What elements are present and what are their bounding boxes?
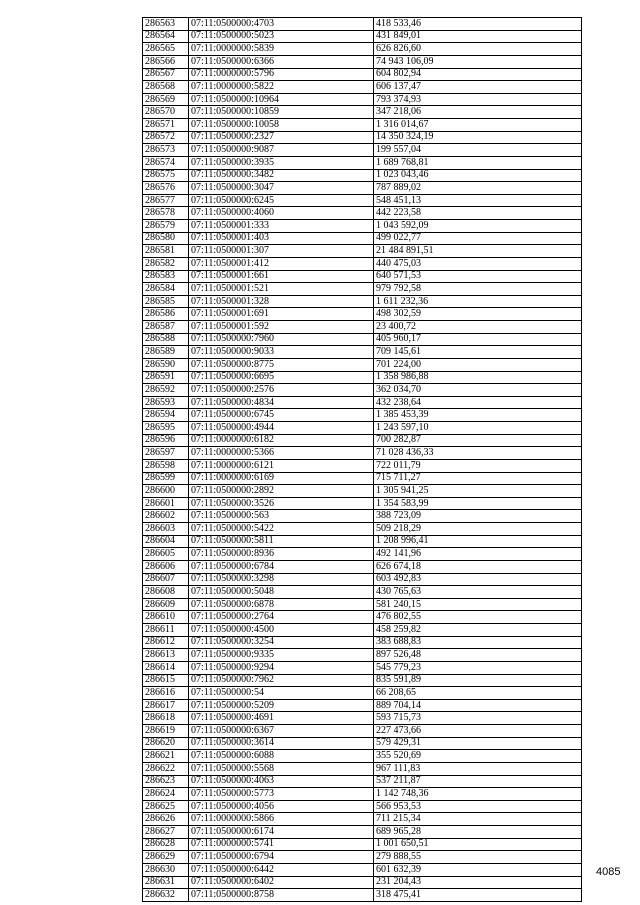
value-cell: 1 142 748,36 xyxy=(374,788,582,801)
value-cell: 626 826,60 xyxy=(374,43,582,56)
table-row xyxy=(143,624,582,637)
row-number-cell: 286569 xyxy=(143,93,189,106)
value-cell: 440 475,03 xyxy=(374,257,582,270)
row-number-cell: 286607 xyxy=(143,573,189,586)
cadastral-number-cell: 07:11:0000000:5839 xyxy=(189,43,374,56)
row-number-cell: 286616 xyxy=(143,687,189,700)
cadastral-number-cell: 07:11:0500000:6366 xyxy=(189,55,374,68)
cadastral-number-cell: 07:11:0500000:6402 xyxy=(189,876,374,889)
row-number-cell: 286577 xyxy=(143,194,189,207)
table-row xyxy=(143,55,582,68)
row-number-cell: 286583 xyxy=(143,270,189,283)
row-number-cell: 286611 xyxy=(143,624,189,637)
row-number-cell: 286610 xyxy=(143,611,189,624)
table-row xyxy=(143,81,582,94)
row-number-cell: 286632 xyxy=(143,889,189,902)
row-number-cell: 286608 xyxy=(143,586,189,599)
table-row xyxy=(143,497,582,510)
value-cell: 1 043 592,09 xyxy=(374,220,582,233)
table-row xyxy=(143,295,582,308)
cadastral-number-cell: 07:11:0500000:4060 xyxy=(189,207,374,220)
row-number-cell: 286599 xyxy=(143,472,189,485)
value-cell: 74 943 106,09 xyxy=(374,55,582,68)
table-row xyxy=(143,144,582,157)
cadastral-number-cell: 07:11:0500000:6088 xyxy=(189,750,374,763)
row-number-cell: 286622 xyxy=(143,762,189,775)
table-row xyxy=(143,611,582,624)
value-cell: 1 001 650,51 xyxy=(374,838,582,851)
table-row xyxy=(143,750,582,763)
cadastral-number-cell: 07:11:0000000:5866 xyxy=(189,813,374,826)
value-cell: 66 208,65 xyxy=(374,687,582,700)
value-cell: 967 111,83 xyxy=(374,762,582,775)
cadastral-number-cell: 07:11:0500000:4691 xyxy=(189,712,374,725)
value-cell: 1 243 597,10 xyxy=(374,422,582,435)
cadastral-number-cell: 07:11:0500000:9087 xyxy=(189,144,374,157)
row-number-cell: 286623 xyxy=(143,775,189,788)
table-row xyxy=(143,485,582,498)
cadastral-number-cell: 07:11:0500000:6367 xyxy=(189,725,374,738)
value-cell: 1 689 768,81 xyxy=(374,156,582,169)
value-cell: 1 354 583,99 xyxy=(374,497,582,510)
value-cell: 71 028 436,33 xyxy=(374,447,582,460)
value-cell: 362 034,70 xyxy=(374,384,582,397)
row-number-cell: 286579 xyxy=(143,220,189,233)
row-number-cell: 286591 xyxy=(143,371,189,384)
value-cell: 537 211,87 xyxy=(374,775,582,788)
value-cell: 231 204,43 xyxy=(374,876,582,889)
row-number-cell: 286563 xyxy=(143,18,189,31)
row-number-cell: 286619 xyxy=(143,725,189,738)
cadastral-number-cell: 07:11:0500000:9294 xyxy=(189,661,374,674)
cadastral-number-cell: 07:11:0500000:8936 xyxy=(189,548,374,561)
value-cell: 279 888,55 xyxy=(374,851,582,864)
table-row xyxy=(143,598,582,611)
cadastral-number-cell: 07:11:0500001:333 xyxy=(189,220,374,233)
cadastral-number-cell: 07:11:0500000:3526 xyxy=(189,497,374,510)
row-number-cell: 286580 xyxy=(143,232,189,245)
row-number-cell: 286624 xyxy=(143,788,189,801)
table-row xyxy=(143,889,582,902)
cadastral-value-table xyxy=(142,17,582,902)
table-row xyxy=(143,119,582,132)
cadastral-number-cell: 07:11:0500000:10058 xyxy=(189,119,374,132)
value-cell: 722 011,79 xyxy=(374,459,582,472)
row-number-cell: 286620 xyxy=(143,737,189,750)
value-cell: 593 715,73 xyxy=(374,712,582,725)
table-row xyxy=(143,194,582,207)
cadastral-number-cell: 07:11:0500000:3482 xyxy=(189,169,374,182)
value-cell: 476 802,55 xyxy=(374,611,582,624)
table-row xyxy=(143,270,582,283)
table-row xyxy=(143,800,582,813)
cadastral-number-cell: 07:11:0500000:6794 xyxy=(189,851,374,864)
cadastral-number-cell: 07:11:0500000:5422 xyxy=(189,523,374,536)
row-number-cell: 286613 xyxy=(143,649,189,662)
row-number-cell: 286600 xyxy=(143,485,189,498)
cadastral-number-cell: 07:11:0500000:2764 xyxy=(189,611,374,624)
table-row xyxy=(143,43,582,56)
value-cell: 498 302,59 xyxy=(374,308,582,321)
cadastral-number-cell: 07:11:0500000:3614 xyxy=(189,737,374,750)
row-number-cell: 286590 xyxy=(143,358,189,371)
table-row xyxy=(143,434,582,447)
table-row xyxy=(143,384,582,397)
cadastral-number-cell: 07:11:0500001:592 xyxy=(189,321,374,334)
row-number-cell: 286595 xyxy=(143,422,189,435)
table-row xyxy=(143,788,582,801)
table-row xyxy=(143,699,582,712)
row-number-cell: 286596 xyxy=(143,434,189,447)
row-number-cell: 286609 xyxy=(143,598,189,611)
value-cell: 897 526,48 xyxy=(374,649,582,662)
row-number-cell: 286572 xyxy=(143,131,189,144)
cadastral-number-cell: 07:11:0500001:412 xyxy=(189,257,374,270)
row-number-cell: 286617 xyxy=(143,699,189,712)
table-row xyxy=(143,510,582,523)
cadastral-number-cell: 07:11:0500000:6784 xyxy=(189,560,374,573)
value-cell: 979 792,58 xyxy=(374,283,582,296)
row-number-cell: 286573 xyxy=(143,144,189,157)
cadastral-number-cell: 07:11:0500000:10964 xyxy=(189,93,374,106)
page-number: 4085 xyxy=(596,866,621,878)
table-row xyxy=(143,826,582,839)
value-cell: 579 429,31 xyxy=(374,737,582,750)
table-row xyxy=(143,207,582,220)
cadastral-number-cell: 07:11:0500000:5811 xyxy=(189,535,374,548)
table-row xyxy=(143,813,582,826)
cadastral-number-cell: 07:11:0500000:6878 xyxy=(189,598,374,611)
value-cell: 548 451,13 xyxy=(374,194,582,207)
row-number-cell: 286586 xyxy=(143,308,189,321)
table-row xyxy=(143,30,582,43)
cadastral-number-cell: 07:11:0500000:6442 xyxy=(189,863,374,876)
cadastral-number-cell: 07:11:0500000:6174 xyxy=(189,826,374,839)
row-number-cell: 286594 xyxy=(143,409,189,422)
table-row xyxy=(143,18,582,31)
cadastral-number-cell: 07:11:0500000:3935 xyxy=(189,156,374,169)
value-cell: 545 779,23 xyxy=(374,661,582,674)
row-number-cell: 286592 xyxy=(143,384,189,397)
row-number-cell: 286627 xyxy=(143,826,189,839)
value-cell: 835 591,89 xyxy=(374,674,582,687)
cadastral-number-cell: 07:11:0500000:4063 xyxy=(189,775,374,788)
cadastral-number-cell: 07:11:0000000:6182 xyxy=(189,434,374,447)
value-cell: 405 960,17 xyxy=(374,333,582,346)
row-number-cell: 286604 xyxy=(143,535,189,548)
cadastral-number-cell: 07:11:0500001:403 xyxy=(189,232,374,245)
value-cell: 711 215,34 xyxy=(374,813,582,826)
table-row xyxy=(143,661,582,674)
table-row xyxy=(143,220,582,233)
value-cell: 1 358 986,88 xyxy=(374,371,582,384)
row-number-cell: 286603 xyxy=(143,523,189,536)
table-row xyxy=(143,863,582,876)
value-cell: 418 533,46 xyxy=(374,18,582,31)
value-cell: 388 723,09 xyxy=(374,510,582,523)
table-row xyxy=(143,838,582,851)
table-row xyxy=(143,636,582,649)
table-row xyxy=(143,358,582,371)
table-row xyxy=(143,106,582,119)
row-number-cell: 286581 xyxy=(143,245,189,258)
cadastral-number-cell: 07:11:0500000:3298 xyxy=(189,573,374,586)
value-cell: 787 889,02 xyxy=(374,182,582,195)
row-number-cell: 286615 xyxy=(143,674,189,687)
row-number-cell: 286628 xyxy=(143,838,189,851)
cadastral-number-cell: 07:11:0500000:6695 xyxy=(189,371,374,384)
cadastral-number-cell: 07:11:0500000:54 xyxy=(189,687,374,700)
value-cell: 606 137,47 xyxy=(374,81,582,94)
table-row xyxy=(143,737,582,750)
table-row xyxy=(143,472,582,485)
cadastral-number-cell: 07:11:0000000:5366 xyxy=(189,447,374,460)
table-body xyxy=(143,18,582,902)
row-number-cell: 286605 xyxy=(143,548,189,561)
value-cell: 689 965,28 xyxy=(374,826,582,839)
row-number-cell: 286612 xyxy=(143,636,189,649)
row-number-cell: 286597 xyxy=(143,447,189,460)
table-row xyxy=(143,422,582,435)
cadastral-number-cell: 07:11:0500001:691 xyxy=(189,308,374,321)
row-number-cell: 286578 xyxy=(143,207,189,220)
value-cell: 709 145,61 xyxy=(374,346,582,359)
cadastral-number-cell: 07:11:0000000:6169 xyxy=(189,472,374,485)
row-number-cell: 286584 xyxy=(143,283,189,296)
value-cell: 347 218,06 xyxy=(374,106,582,119)
row-number-cell: 286626 xyxy=(143,813,189,826)
value-cell: 509 218,29 xyxy=(374,523,582,536)
cadastral-number-cell: 07:11:0500000:2327 xyxy=(189,131,374,144)
table-row xyxy=(143,649,582,662)
cadastral-number-cell: 07:11:0500001:521 xyxy=(189,283,374,296)
value-cell: 1 023 043,46 xyxy=(374,169,582,182)
cadastral-number-cell: 07:11:0000000:6121 xyxy=(189,459,374,472)
cadastral-number-cell: 07:11:0500000:5209 xyxy=(189,699,374,712)
cadastral-number-cell: 07:11:0500000:4944 xyxy=(189,422,374,435)
row-number-cell: 286566 xyxy=(143,55,189,68)
table-row xyxy=(143,131,582,144)
row-number-cell: 286570 xyxy=(143,106,189,119)
row-number-cell: 286614 xyxy=(143,661,189,674)
cadastral-number-cell: 07:11:0500000:3047 xyxy=(189,182,374,195)
value-cell: 458 259,82 xyxy=(374,624,582,637)
row-number-cell: 286574 xyxy=(143,156,189,169)
document-page xyxy=(142,17,581,902)
table-row xyxy=(143,396,582,409)
table-row xyxy=(143,560,582,573)
cadastral-number-cell: 07:11:0500000:5023 xyxy=(189,30,374,43)
row-number-cell: 286575 xyxy=(143,169,189,182)
table-row xyxy=(143,535,582,548)
table-row xyxy=(143,775,582,788)
cadastral-number-cell: 07:11:0500000:8775 xyxy=(189,358,374,371)
value-cell: 430 765,63 xyxy=(374,586,582,599)
row-number-cell: 286601 xyxy=(143,497,189,510)
value-cell: 227 473,66 xyxy=(374,725,582,738)
row-number-cell: 286582 xyxy=(143,257,189,270)
cadastral-number-cell: 07:11:0500000:4703 xyxy=(189,18,374,31)
table-row xyxy=(143,573,582,586)
table-row xyxy=(143,245,582,258)
cadastral-number-cell: 07:11:0500000:9033 xyxy=(189,346,374,359)
row-number-cell: 286589 xyxy=(143,346,189,359)
value-cell: 1 305 941,25 xyxy=(374,485,582,498)
row-number-cell: 286602 xyxy=(143,510,189,523)
value-cell: 432 238,64 xyxy=(374,396,582,409)
table-row xyxy=(143,762,582,775)
value-cell: 889 704,14 xyxy=(374,699,582,712)
cadastral-number-cell: 07:11:0000000:5822 xyxy=(189,81,374,94)
table-row xyxy=(143,687,582,700)
cadastral-number-cell: 07:11:0500000:6745 xyxy=(189,409,374,422)
value-cell: 14 350 324,19 xyxy=(374,131,582,144)
row-number-cell: 286621 xyxy=(143,750,189,763)
table-row xyxy=(143,523,582,536)
value-cell: 701 224,00 xyxy=(374,358,582,371)
table-row xyxy=(143,548,582,561)
table-row xyxy=(143,308,582,321)
table-row xyxy=(143,68,582,81)
value-cell: 566 953,53 xyxy=(374,800,582,813)
row-number-cell: 286629 xyxy=(143,851,189,864)
value-cell: 431 849,01 xyxy=(374,30,582,43)
value-cell: 604 802,94 xyxy=(374,68,582,81)
table-row xyxy=(143,876,582,889)
value-cell: 715 711,27 xyxy=(374,472,582,485)
value-cell: 640 571,53 xyxy=(374,270,582,283)
row-number-cell: 286618 xyxy=(143,712,189,725)
value-cell: 492 141,96 xyxy=(374,548,582,561)
cadastral-number-cell: 07:11:0500001:328 xyxy=(189,295,374,308)
value-cell: 793 374,93 xyxy=(374,93,582,106)
table-row xyxy=(143,674,582,687)
value-cell: 1 385 453,39 xyxy=(374,409,582,422)
table-row xyxy=(143,169,582,182)
table-row xyxy=(143,156,582,169)
cadastral-number-cell: 07:11:0000000:5796 xyxy=(189,68,374,81)
value-cell: 355 520,69 xyxy=(374,750,582,763)
table-row xyxy=(143,725,582,738)
cadastral-number-cell: 07:11:0500000:4500 xyxy=(189,624,374,637)
cadastral-number-cell: 07:11:0500000:6245 xyxy=(189,194,374,207)
table-row xyxy=(143,182,582,195)
table-row xyxy=(143,283,582,296)
row-number-cell: 286576 xyxy=(143,182,189,195)
cadastral-number-cell: 07:11:0500000:5568 xyxy=(189,762,374,775)
table-row xyxy=(143,321,582,334)
row-number-cell: 286587 xyxy=(143,321,189,334)
value-cell: 318 475,41 xyxy=(374,889,582,902)
table-row xyxy=(143,93,582,106)
row-number-cell: 286630 xyxy=(143,863,189,876)
table-row xyxy=(143,333,582,346)
value-cell: 499 022,77 xyxy=(374,232,582,245)
value-cell: 1 208 996,41 xyxy=(374,535,582,548)
value-cell: 626 674,18 xyxy=(374,560,582,573)
table-row xyxy=(143,459,582,472)
row-number-cell: 286588 xyxy=(143,333,189,346)
row-number-cell: 286593 xyxy=(143,396,189,409)
cadastral-number-cell: 07:11:0500000:5048 xyxy=(189,586,374,599)
row-number-cell: 286631 xyxy=(143,876,189,889)
row-number-cell: 286564 xyxy=(143,30,189,43)
table-row xyxy=(143,586,582,599)
value-cell: 199 557,04 xyxy=(374,144,582,157)
table-row xyxy=(143,371,582,384)
value-cell: 700 282,87 xyxy=(374,434,582,447)
value-cell: 601 632,39 xyxy=(374,863,582,876)
cadastral-number-cell: 07:11:0500000:8758 xyxy=(189,889,374,902)
cadastral-number-cell: 07:11:0500001:307 xyxy=(189,245,374,258)
row-number-cell: 286565 xyxy=(143,43,189,56)
cadastral-number-cell: 07:11:0500000:5773 xyxy=(189,788,374,801)
value-cell: 603 492,83 xyxy=(374,573,582,586)
table-row xyxy=(143,447,582,460)
cadastral-number-cell: 07:11:0500000:2892 xyxy=(189,485,374,498)
row-number-cell: 286585 xyxy=(143,295,189,308)
value-cell: 581 240,15 xyxy=(374,598,582,611)
table-row xyxy=(143,232,582,245)
cadastral-number-cell: 07:11:0500000:3254 xyxy=(189,636,374,649)
cadastral-number-cell: 07:11:0500000:4834 xyxy=(189,396,374,409)
cadastral-number-cell: 07:11:0500000:2576 xyxy=(189,384,374,397)
value-cell: 23 400,72 xyxy=(374,321,582,334)
value-cell: 21 484 891,51 xyxy=(374,245,582,258)
cadastral-number-cell: 07:11:0000000:5741 xyxy=(189,838,374,851)
cadastral-number-cell: 07:11:0500000:10859 xyxy=(189,106,374,119)
table-row xyxy=(143,409,582,422)
cadastral-number-cell: 07:11:0500001:661 xyxy=(189,270,374,283)
cadastral-number-cell: 07:11:0500000:9335 xyxy=(189,649,374,662)
cadastral-number-cell: 07:11:0500000:7962 xyxy=(189,674,374,687)
value-cell: 383 688,83 xyxy=(374,636,582,649)
value-cell: 1 316 014,67 xyxy=(374,119,582,132)
table-row xyxy=(143,346,582,359)
table-row xyxy=(143,257,582,270)
row-number-cell: 286625 xyxy=(143,800,189,813)
row-number-cell: 286567 xyxy=(143,68,189,81)
value-cell: 442 223,58 xyxy=(374,207,582,220)
row-number-cell: 286606 xyxy=(143,560,189,573)
table-row xyxy=(143,712,582,725)
table-row xyxy=(143,851,582,864)
cadastral-number-cell: 07:11:0500000:563 xyxy=(189,510,374,523)
value-cell: 1 611 232,36 xyxy=(374,295,582,308)
row-number-cell: 286568 xyxy=(143,81,189,94)
row-number-cell: 286598 xyxy=(143,459,189,472)
row-number-cell: 286571 xyxy=(143,119,189,132)
cadastral-number-cell: 07:11:0500000:4056 xyxy=(189,800,374,813)
cadastral-number-cell: 07:11:0500000:7960 xyxy=(189,333,374,346)
